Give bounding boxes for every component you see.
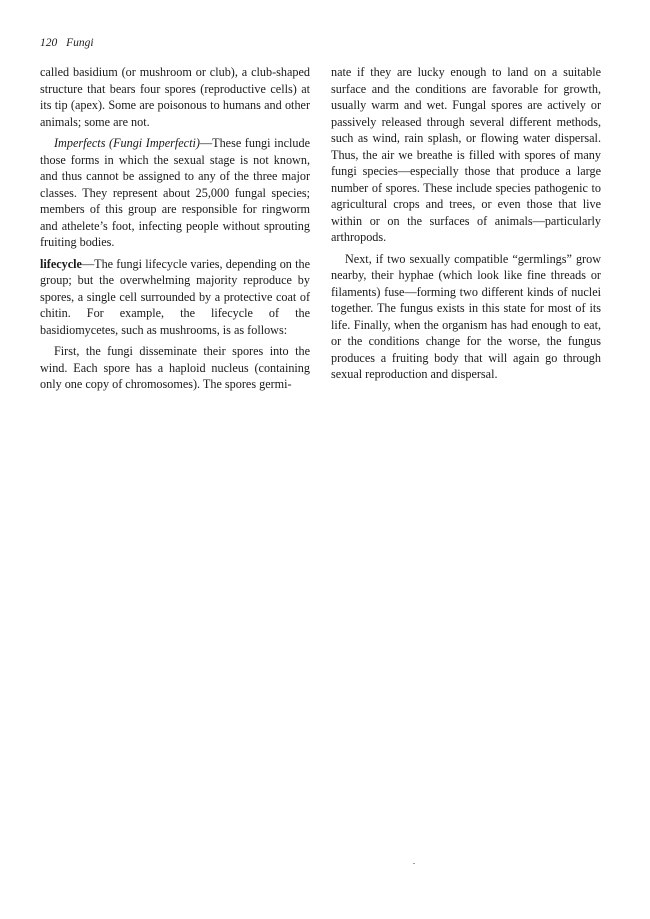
scan-speck [413,863,415,864]
left-column [40,64,310,398]
lifecycle-definition: —The fungi lifecycle varies, depending on the group; but the overwhelming majority reproduce by spores, a single cell surrounded by a protective coat of chitin. For example, the lifecycle of the basidiomycetes, such as mushrooms, is as follows: [40,256,310,337]
paragraph-imperfects [40,135,310,251]
running-head [40,37,94,49]
right-column [331,64,601,388]
section-title: Fungi [66,37,94,49]
paragraph-lifecycle [40,256,310,339]
term-lifecycle: lifecycle [40,256,82,271]
imperfects-definition: —These fungi include those forms in which the sexual stage is not known, and thus cannot be assigned to any of the three major classes. They represent about 25,000 fungal species; members of this group are responsible for ringworm and athelete’s foot, infecting people without sprouting fruiting bodies. [40,136,310,249]
paragraph-basidium-continued: called basidium (or mushroom or club), a club-shaped structure that bears four spores (reproductive cells) at its tip (apex). Some are poisonous to humans and other animals; some are not. [40,65,310,129]
page-number: 120 [40,37,58,49]
paragraph-spores-germinate: nate if they are lucky enough to land on a suitable surface and the conditions are favorable for growth, usually warm and wet. Fungal spores are actively or passively released through several different methods, such as wind, rain splash, or flowing water dispersal. Thus, the air we breathe is filled with spores of many fungi species—especially those that produce a large number of spores. These include species pathogenic to agricultural crops and trees, or even those that live within or on the surfaces of animals—particularly arthropods. [331,65,601,244]
term-imperfects: Imperfects (Fungi Imperfecti) [54,136,200,150]
paragraph-first-step: First, the fungi disseminate their spores into the wind. Each spore has a haploid nucleus (containing only one copy of chromosomes). The spores germi- [40,344,310,391]
paragraph-next-step: Next, if two sexually compatible “germlings” grow nearby, their hyphae (which look like fine threads or filaments) fuse—forming two different kinds of nuclei together. The fungus exists in this state for most of its life. Finally, when the organism has had enough to eat, or the conditions change for the worse, the fungus produces a fruiting body that will again go through sexual reproduction and dispersal. [331,251,601,381]
